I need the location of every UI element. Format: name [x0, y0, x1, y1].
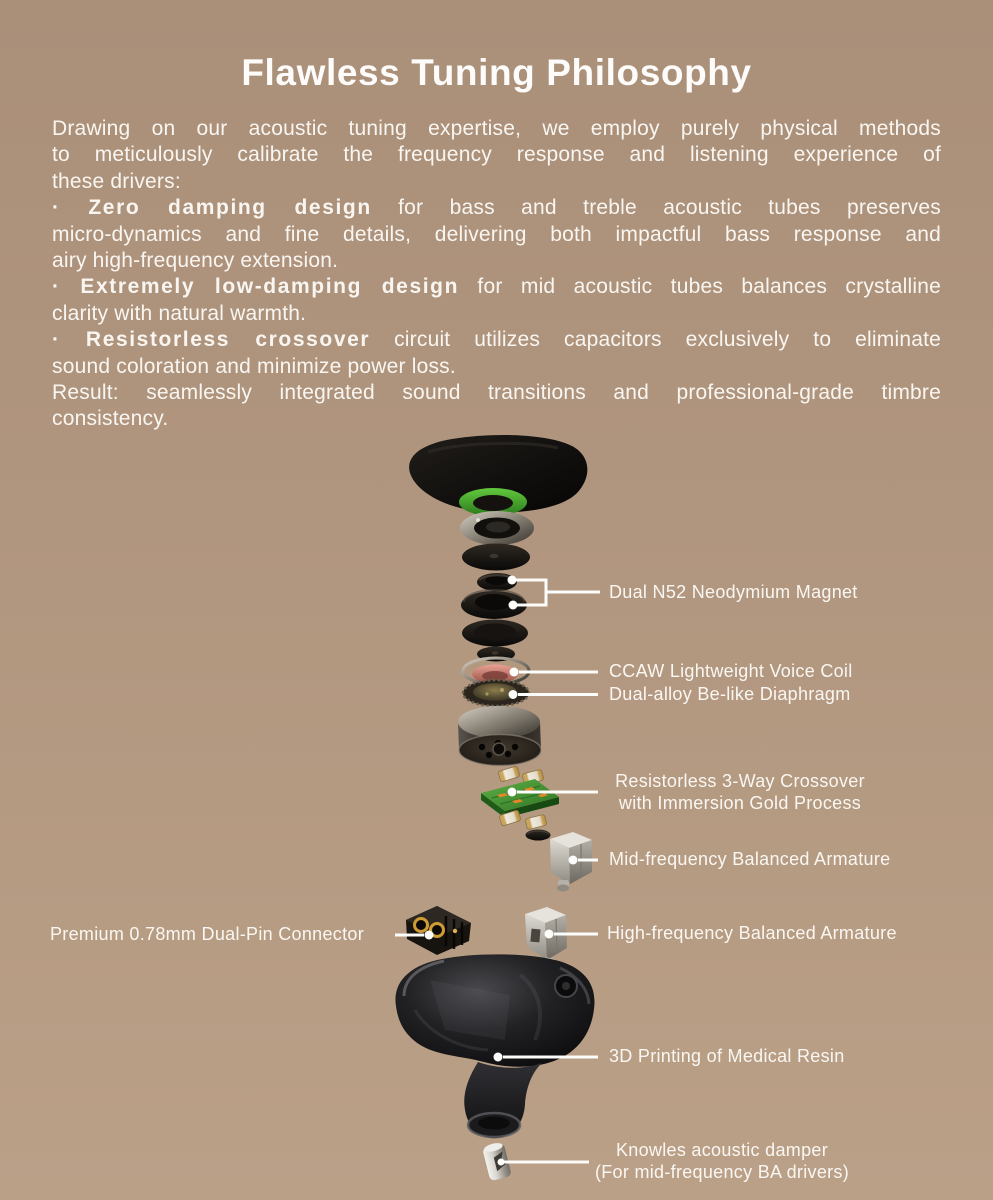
resin-shell-part [395, 954, 594, 1138]
label-knowles-damper: Knowles acoustic damper (For mid-frequency BA drivers) [594, 1140, 850, 1182]
intro-line: clarity with natural warmth. [52, 301, 307, 325]
label-3d-printing-resin: 3D Printing of Medical Resin [609, 1046, 845, 1066]
intro-line: consistency. [52, 407, 169, 431]
intro-line: Result: seamlessly integrated sound transitions and professional-grade timbre [52, 381, 941, 405]
crossover-pcb-part [481, 766, 559, 830]
page-title: Flawless Tuning Philosophy [241, 52, 752, 93]
intro-line: airy high-frequency extension. [52, 249, 339, 273]
metal-retainer-ring-part [460, 511, 534, 545]
label-dual-n52-magnet: Dual N52 Neodymium Magnet [609, 582, 858, 602]
dynamic-driver-housing-part [458, 706, 541, 766]
label-ccaw-voice-coil: CCAW Lightweight Voice Coil [609, 661, 853, 681]
frame-ring-part [462, 620, 528, 647]
intro-line-bullet-low-damping: · Extremely low-damping design for mid acoustic tubes balances crystalline [52, 275, 941, 299]
intro-line: these drivers: [52, 169, 181, 193]
label-be-like-diaphragm: Dual-alloy Be-like Diaphragm [609, 684, 851, 704]
label-dual-pin-connector: Premium 0.78mm Dual-Pin Connector [50, 924, 365, 944]
spacer-disc-part [526, 830, 551, 841]
dual-pin-connector-part [406, 906, 471, 955]
intro-line-bullet-resistorless: · Resistorless crossover circuit utilizes capacitors exclusively to eliminate [52, 328, 941, 352]
label-high-frequency-ba: High-frequency Balanced Armature [607, 923, 897, 943]
label-mid-frequency-ba: Mid-frequency Balanced Armature [609, 849, 891, 869]
magnet-spacer-disc-part [462, 544, 530, 571]
intro-line: to meticulously calibrate the frequency response and listening experience of [52, 143, 941, 167]
label-resistorless-crossover: Resistorless 3-Way Crossover with Immersion Gold Process [615, 771, 865, 813]
intro-line: micro-dynamics and fine details, delivering both impactful bass response and [52, 222, 941, 246]
intro-line: Drawing on our acoustic tuning expertise, we employ purely physical methods [52, 117, 941, 140]
intro-line-bullet-zero-damping: · Zero damping design for bass and treble acoustic tubes preserves [52, 196, 941, 220]
intro-line: sound coloration and minimize power loss. [52, 354, 456, 378]
